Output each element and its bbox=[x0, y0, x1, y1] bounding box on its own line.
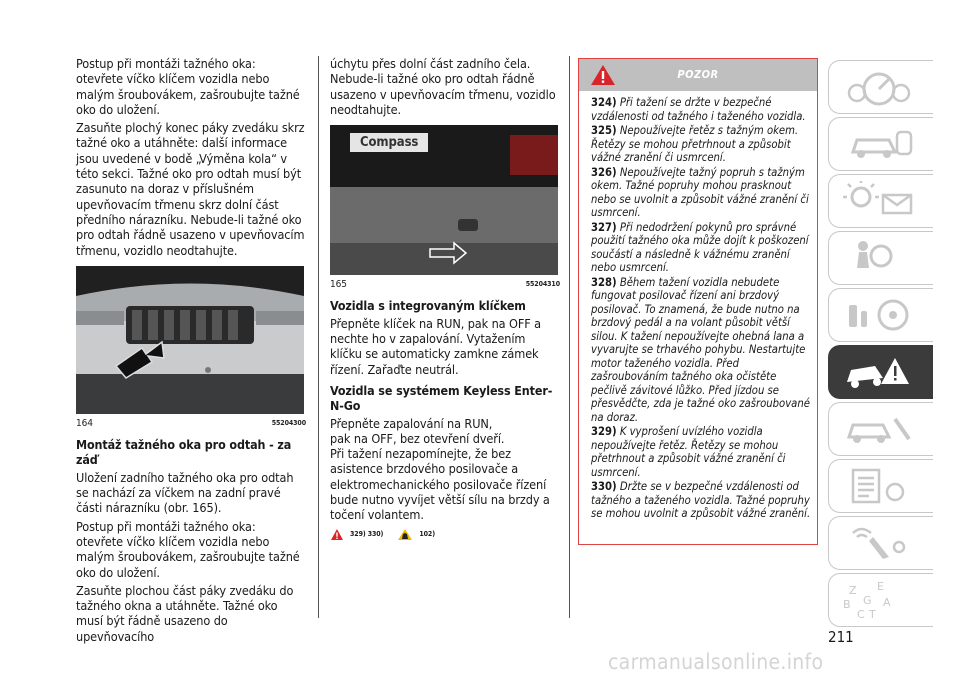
tab-technical-data[interactable] bbox=[828, 459, 933, 513]
warning-item-number: 326) bbox=[591, 165, 617, 179]
warning-item-text: Při tažení se držte v bezpečné vzdálenosti od tažného i taženého vozidla. bbox=[591, 96, 806, 123]
warning-box bbox=[578, 58, 818, 545]
warning-references: 329) 330) bbox=[350, 529, 384, 538]
warning-title: POZOR bbox=[677, 68, 719, 81]
warning-item bbox=[591, 96, 811, 123]
paragraph bbox=[330, 416, 560, 523]
caution-references: 102) bbox=[419, 529, 435, 538]
section-heading: Vozidla se systémem Keyless Enter-N-Go bbox=[330, 382, 553, 414]
emergency-car-icon bbox=[839, 352, 919, 392]
document-list-icon bbox=[839, 466, 919, 506]
paragraph: Postup při montáži tažného oka: otevřete víčko klíčem vozidla nebo malým šroubovákem, zašroubujte tažné oko do uložení. bbox=[76, 56, 300, 117]
paragraph: Uložení zadního tažného oka pro odtah se nachází za víčkem na zadní pravé části nárazníku (obr. 165). bbox=[76, 469, 294, 516]
warning-item-text: Nepoužívejte tažný popruh s tažným okem. Tažné popruhy mohou prasknout nebo se uvolnit a způsobit vážné zranění či usmrcení. bbox=[591, 165, 809, 219]
tab-emergency[interactable] bbox=[828, 345, 933, 399]
text-line: pak na OFF, bez otevření dveří. bbox=[330, 430, 505, 446]
steering-wheel-icon bbox=[839, 295, 919, 335]
front-bumper-illustration bbox=[76, 266, 304, 414]
warning-item-number: 324) bbox=[591, 96, 617, 109]
warning-triangle-icon bbox=[330, 528, 344, 541]
tab-warning-lights[interactable] bbox=[828, 174, 933, 228]
warning-item-number: 328) bbox=[591, 275, 617, 289]
section-heading: Montáž tažného oka pro odtah - za záď bbox=[76, 437, 292, 468]
text-line: Při tažení nezapomínejte, že bez asistence brzdového posilovače a elektromechanického posilovače řízení bude nutno vyvíjet větší sílu na brzdy a točení volantem. bbox=[330, 446, 550, 523]
warning-body bbox=[579, 91, 817, 521]
svg-text:B: B bbox=[843, 598, 851, 611]
figure-caption bbox=[330, 277, 560, 292]
column-divider bbox=[318, 56, 319, 618]
warning-item-text: Při nedodržení pokynů pro správné použití tažného oka může dojít k poškození součástí a následně k vážnému zranění nebo usmrcení. bbox=[591, 220, 809, 274]
paragraph: Zasuňte plochý konec páky zvedáku skrz tažné oko a utáhněte: další informace jsou uvedené v bodě „Výměna kola“ v této sekci. Tažné oko pro odtah musí být zasunuto na doraz v příslušném upevňovacím třmenu skrz dolní část předního nárazníku. Nebude-li tažné oko pro odtah řádně usazeno v upevňovacím třmenu, vozidlo neodtahujte. bbox=[76, 120, 305, 258]
column-middle bbox=[330, 56, 560, 542]
svg-text:C: C bbox=[857, 608, 865, 620]
warning-item-text: Během tažení vozidla nebudete fungovat posilovač řízení ani brzdový posilovač. To znamená, že bude nutno na brzdový pedál a na volant působit větší silou. K tažení nepoužívejte ohebná lana a vyvarujte se trhavého pohybu. Nestartujte motor taženého vozidla. Před zašroubováním tažného oka očistěte pečlivě závitové lůžko. Před jízdou se přesvědčte, zda je tažné oko zašroubované na doraz. bbox=[591, 275, 810, 424]
compass-badge: Compass bbox=[350, 133, 428, 152]
reference-row bbox=[330, 527, 560, 542]
car-service-icon bbox=[839, 409, 919, 449]
figure-165-rear-car-photo bbox=[330, 125, 558, 275]
warning-item bbox=[591, 221, 811, 275]
figure-caption bbox=[76, 416, 306, 431]
warning-item bbox=[591, 124, 811, 165]
paragraph: Zasuňte plochou část páky zvedáku do tažného okna a utáhněte. Tažné oko musí být řádně usazeno do upevňovacího bbox=[76, 582, 294, 644]
figure-code: 55204310 bbox=[525, 280, 560, 289]
figure-number: 164 bbox=[76, 417, 93, 429]
warning-item-number: 330) bbox=[591, 480, 617, 493]
tab-safety[interactable] bbox=[828, 231, 933, 285]
svg-text:E: E bbox=[877, 580, 884, 593]
figure-number: 165 bbox=[330, 279, 347, 291]
svg-text:A: A bbox=[883, 596, 891, 609]
tab-driving[interactable] bbox=[828, 288, 933, 342]
tab-dashboard[interactable] bbox=[828, 60, 933, 114]
warning-header bbox=[579, 59, 817, 91]
warning-item-number: 329) bbox=[591, 425, 617, 438]
warning-lights-icon bbox=[839, 181, 919, 221]
warning-item-text: K vyprošení uvízlého vozidla nepoužívejte řetěz. Řetězy se mohou přetrhnout a způsobit vážné zranění či usmrcení. bbox=[591, 425, 786, 479]
warning-item-text: Nepoužívejte řetěz s tažným okem. Řetězy se mohou přetrhnout a způsobit vážné zranění či usmrcení. bbox=[591, 124, 799, 164]
section-heading: Vozidla s integrovaným klíčkem bbox=[330, 298, 526, 314]
speedometer-icon bbox=[839, 67, 919, 107]
column-divider bbox=[569, 56, 570, 618]
airbag-icon bbox=[839, 238, 919, 278]
figure-164-front-car-photo bbox=[76, 266, 304, 414]
tab-maintenance[interactable] bbox=[828, 402, 933, 456]
paragraph: úchytu přes dolní část zadního čela. Nebude-li tažné oko pro odtah řádně usazeno v upevňovacím třmenu, vozidlo neodtahujte. bbox=[330, 56, 556, 117]
text-line: Přepněte zapalování na RUN, bbox=[330, 415, 493, 431]
multimedia-icon bbox=[839, 523, 919, 563]
column-left bbox=[76, 56, 306, 647]
tab-multimedia[interactable] bbox=[828, 516, 933, 570]
svg-text:G: G bbox=[863, 594, 872, 607]
alphabet-index-icon bbox=[839, 580, 919, 620]
car-key-icon bbox=[839, 124, 919, 164]
svg-text:Z: Z bbox=[849, 584, 857, 597]
figure-code: 55204300 bbox=[271, 418, 306, 427]
svg-text:T: T bbox=[869, 608, 876, 620]
warning-item-number: 327) bbox=[591, 220, 617, 234]
warning-item bbox=[591, 425, 811, 479]
warning-item bbox=[591, 166, 811, 220]
watermark-text: carmanualsonline.info bbox=[608, 650, 824, 674]
page-number: 211 bbox=[828, 628, 854, 646]
paragraph: Přepněte klíček na RUN, pak na OFF a nechte ho v zapalování. Vytažením klíčku se automaticky zamkne zámek řízení. Zařaďte neutrál. bbox=[330, 315, 542, 377]
warning-item bbox=[591, 480, 811, 521]
tab-index[interactable] bbox=[828, 573, 933, 627]
warning-item bbox=[591, 276, 811, 425]
warning-item-number: 325) bbox=[591, 124, 617, 137]
warning-item-text: Držte se v bezpečné vzdálenosti od tažného a taženého vozidla. Tažné popruhy se mohou uvolnit a způsobit vážné zranění. bbox=[591, 480, 811, 520]
tab-vehicle[interactable] bbox=[828, 117, 933, 171]
caution-hand-icon bbox=[397, 528, 413, 541]
paragraph: Postup při montáži tažného oka: otevřete víčko klíčem vozidla nebo malým šroubovákem, zašroubujte tažné oko do uložení. bbox=[76, 518, 300, 580]
